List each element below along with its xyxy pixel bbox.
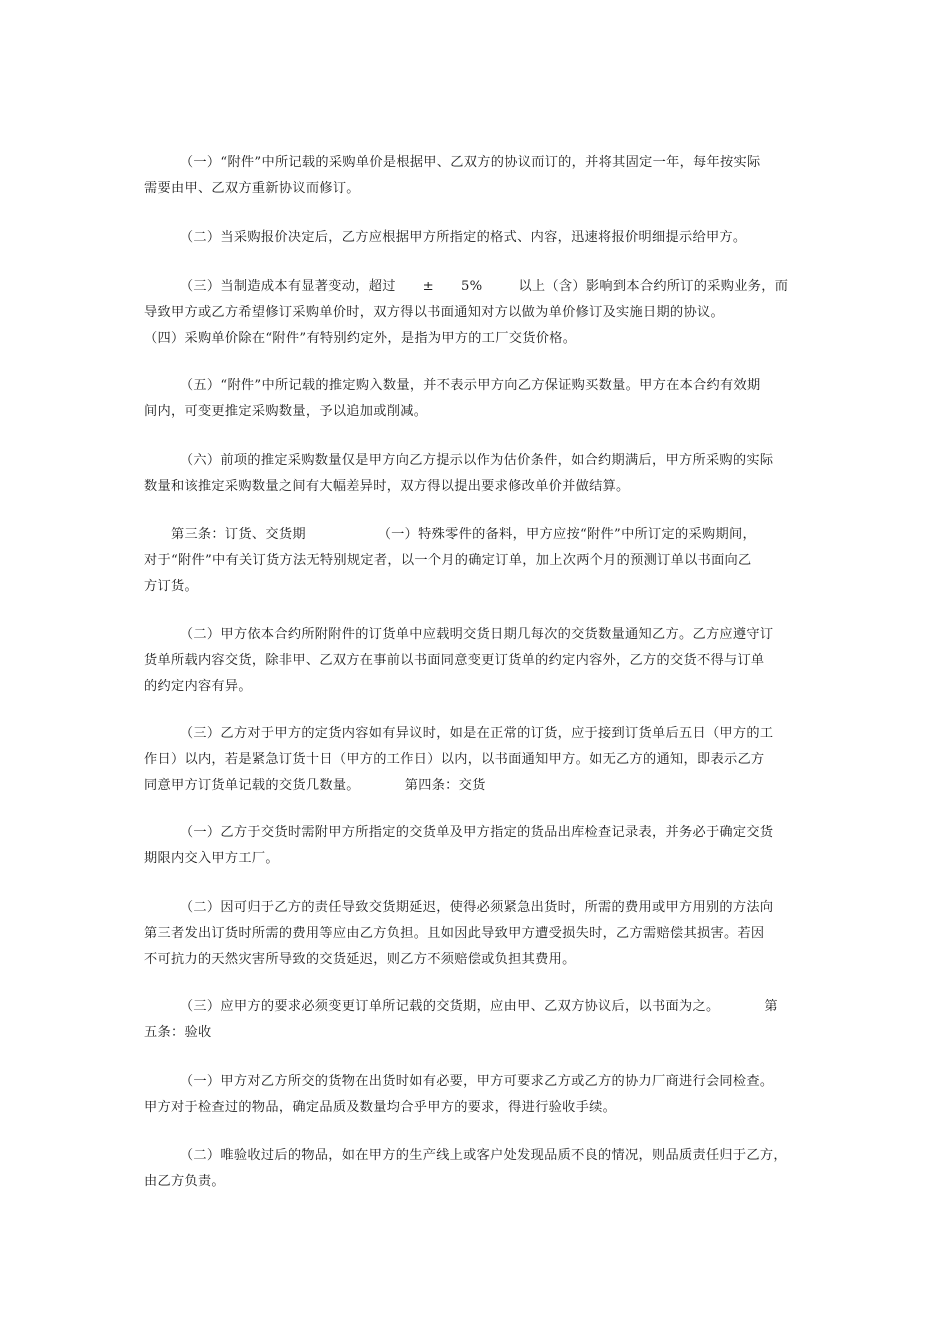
- paragraph-line: 导致甲方或乙方希望修订采购单价时，双方得以书面通知对方以做为单价修订及实施日期的协议。: [144, 305, 724, 320]
- paragraph-line: 不可抗力的天然灾害所导致的交货延迟，则乙方不须赔偿或负担其费用。: [144, 952, 576, 967]
- paragraph-line: 需要由甲、乙双方重新协议而修订。: [144, 181, 360, 196]
- paragraph-line: （三）应甲方的要求必须变更订单所记载的交货期，应由甲、乙双方协议后，以书面为之。 第: [144, 999, 778, 1014]
- paragraph-line: （六）前项的推定采购数量仅是甲方向乙方提示以作为估价条件，如合约期满后，甲方所采购的实际: [144, 453, 774, 468]
- paragraph-line: 甲方对于检查过的物品，确定品质及数量均合乎甲方的要求，得进行验收手续。: [144, 1100, 617, 1115]
- paragraph-article-3: [144, 522, 814, 600]
- paragraph-line: （三）乙方对于甲方的定货内容如有异议时，如是在正常的订货，应于接到订货单后五日（甲方的工: [144, 726, 774, 741]
- paragraph-line: （二）唯验收过后的物品，如在甲方的生产线上或客户处发现品质不良的情况，则品质责任归于乙方，: [144, 1148, 787, 1163]
- paragraph-line: 五条：验收: [144, 1025, 212, 1040]
- paragraph-article-5-item-2: [144, 1143, 814, 1195]
- paragraph-line: （一）甲方对乙方所交的货物在出货时如有必要，甲方可要求乙方或乙方的协力厂商进行会同检查。: [144, 1074, 774, 1089]
- paragraph-line: （三）当制造成本有显著变动，超过 ± 5% 以上（含）影响到本合约所订的采购业务，而: [144, 279, 789, 294]
- paragraph-line: （二）当采购报价决定后，乙方应根据甲方所指定的格式、内容，迅速将报价明细提示给甲方。: [144, 230, 747, 245]
- paragraph-line: （二）甲方依本合约所附附件的订货单中应载明交货日期几每次的交货数量通知乙方。乙方应遵守订: [144, 627, 774, 642]
- paragraph-line: 第三者发出订货时所需的费用等应由乙方负担。且如因此导致甲方遭受损失时，乙方需赔偿其损害。若因: [144, 926, 765, 941]
- paragraph-line: 由乙方负责。: [144, 1174, 225, 1189]
- paragraph-line: 方订货。: [144, 579, 198, 594]
- paragraph-article-4-item-2: [144, 895, 814, 973]
- paragraph-line: （一）乙方于交货时需附甲方所指定的交货单及甲方指定的货品出库检查记录表，并务必于确定交货: [144, 825, 774, 840]
- paragraph-line: 间内，可变更推定采购数量，予以追加或削减。: [144, 404, 428, 419]
- paragraph-line: 期限内交入甲方工厂。: [144, 851, 279, 866]
- paragraph-line: （五）“附件”中所记载的推定购入数量，并不表示甲方向乙方保证购买数量。甲方在本合约有效期: [144, 378, 761, 393]
- paragraph-line: （一）“附件”中所记载的采购单价是根据甲、乙双方的协议而订的，并将其固定一年，每年按实际: [144, 155, 761, 170]
- paragraph-line: 的约定内容有异。: [144, 679, 252, 694]
- paragraph-7: [144, 622, 814, 700]
- paragraph-line: （二）因可归于乙方的责任导致交货期延迟，使得必须紧急出货时，所需的费用或甲方用别的方法向: [144, 900, 774, 915]
- paragraph-line: 作日）以内，若是紧急订货十日（甲方的工作日）以内，以书面通知甲方。如无乙方的通知，即表示乙方: [144, 752, 765, 767]
- paragraph-line: 数量和该推定采购数量之间有大幅差异时，双方得以提出要求修改单价并做结算。: [144, 479, 630, 494]
- paragraph-line: 货单所载内容交货，除非甲、乙双方在事前以书面同意变更订货单的约定内容外，乙方的交货不得与订单: [144, 653, 765, 668]
- paragraph-8: [144, 721, 814, 799]
- paragraph-4: [144, 373, 814, 425]
- paragraph-line: 对于“附件”中有关订货方法无特别规定者，以一个月的确定订单，加上次两个月的预测订单以书面向乙: [144, 553, 752, 568]
- paragraph-line: 同意甲方订货单记载的交货几数量。 第四条：交货: [144, 778, 486, 793]
- paragraph-3: [144, 274, 814, 352]
- paragraph-line: 第三条：订货、交货期 （一）特殊零件的备料，甲方应按“附件”中所订定的采购期间，: [144, 527, 756, 542]
- paragraph-article-4-item-3: [144, 994, 814, 1046]
- paragraph-line: （四）采购单价除在“附件”有特别约定外，是指为甲方的工厂交货价格。: [144, 331, 577, 346]
- paragraph-article-4-item-1: [144, 820, 814, 872]
- paragraph-2: [144, 225, 814, 251]
- paragraph-1: [144, 150, 814, 202]
- paragraph-article-5-item-1: [144, 1069, 814, 1121]
- paragraph-5: [144, 448, 814, 500]
